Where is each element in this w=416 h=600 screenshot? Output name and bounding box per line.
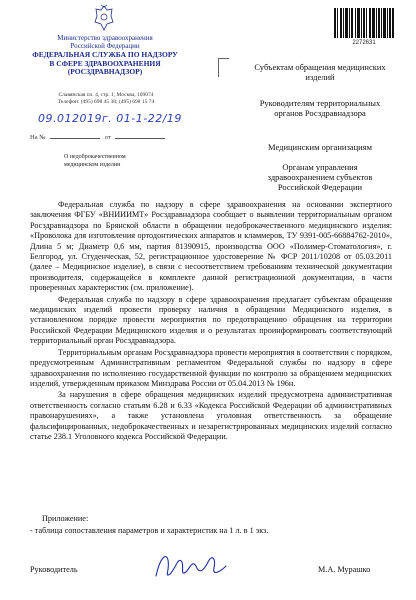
handwritten-date-ref: 09.012019г. 01-1-22/19 [38, 112, 182, 125]
address-line: Славянская пл. 4, стр. 1, Москва, 109074 [58, 92, 154, 98]
attachment-title [30, 514, 392, 524]
reg-from: от [104, 134, 111, 141]
addressee-3: Медицинским организациям [268, 142, 372, 152]
body-paragraph: Территориальным органам Росздравнадзора провести мероприятия в соответствии с порядком, предусмотренным Административным регламентом Федеральной службы по надзору в сфере здравоохранения по исполнению государственной функции по контролю за обращением медицинских изделий, утвержденным приказом Минздрава России от 05.04.2013 № 196н. [30, 347, 392, 388]
registration-line [30, 132, 168, 141]
signature-icon [150, 548, 230, 584]
addressee-2: Руководителям территориальных органов Росздравнадзора [259, 98, 381, 118]
signer-title: Руководитель [30, 565, 78, 574]
addressee-1: Субъектам обращения медицинских изделий [254, 62, 386, 82]
barcode-icon [334, 8, 394, 38]
attachment-title-text: Приложение: [42, 514, 89, 523]
agency-name: ФЕДЕРАЛЬНАЯ СЛУЖБА ПО НАДЗОРУ В СФЕРЕ ЗДРАВООХРАНЕНИЯ (РОСЗДРАВНАДЗОР) [32, 50, 178, 76]
body-paragraph: За нарушения в сфере обращения медицинских изделий предусмотрена административная ответственность согласно статьям 6.28 и 6.33 «Кодекса Российской Федерации об административных правонарушениях», а также установлена уголовная ответственность за обращение фальсифицированных, недоброкачественных и незарегистрированных медицинских изделий согласно статье 238.1 Уголовного кодекса Российской Федерации. [30, 390, 392, 441]
reg-number-blank [50, 132, 100, 139]
attachment-item: - таблица сопоставления параметров и характеристик на 1 л. в 1 экз. [30, 526, 269, 535]
body-paragraph: Федеральная служба по надзору в сфере здравоохранения предлагает субъектам обращения медицинских изделий провести проверку наличия в обращении Медицинского изделия, в установленном порядке провести мероприятия по предотвращению обращения на территории Российской Федерации Медицинского изделия и о результатах проинформировать соответствующий территориальный орган Росздравнадзора. [30, 294, 392, 346]
agency-address [36, 92, 176, 106]
signer-name: М.А. Мурашко [318, 565, 371, 574]
addressee-4: Органам управления здравоохранением субъектов Российской Федерации [267, 162, 373, 192]
address-corner-mark [218, 58, 229, 77]
coat-of-arms-icon [93, 4, 115, 32]
body-paragraph: Федеральная служба по надзору в сфере здравоохранения на основании экспертного заключения ФГБУ «ВНИИИМТ» Росздравнадзора сообщает о выявлении территориальным органом Росздравнадзора по Брянской области в обращении недоброкачественного медицинского изделия: «Проволока для изготовления ортодонтических аппаратов и кламмеров, ТУ 9391-005-66884762-2010», Длина 5 м; Диаметр 0,6 мм, партия 81390915, производства ООО «Полимер-Стоматология», г. Белгород, ул. Студенческая, 52, регистрационное удостоверение № ФСР 2011/10208 от 05.03.2011 (далее – Медицинское изделие), в связи с несоответствием требованиям технической документации производителя, содержащейся в комплекте данной регистрационной документации, в части проверенных характеристик (см. приложение). [30, 200, 392, 293]
letter-subject [64, 154, 144, 169]
letter-body [30, 200, 392, 443]
reg-date-blank [115, 132, 165, 139]
subject-text: О недоброкачественном медицинском изделии [64, 154, 126, 168]
barcode-number: 2272631 [352, 40, 376, 46]
ministry-name: Министерство здравоохранения Российской Федерации [57, 34, 153, 50]
phone-line: Телефон: (495) 698 45 38; (495) 698 15 74 [57, 99, 155, 105]
reg-prefix: На № [30, 134, 46, 141]
